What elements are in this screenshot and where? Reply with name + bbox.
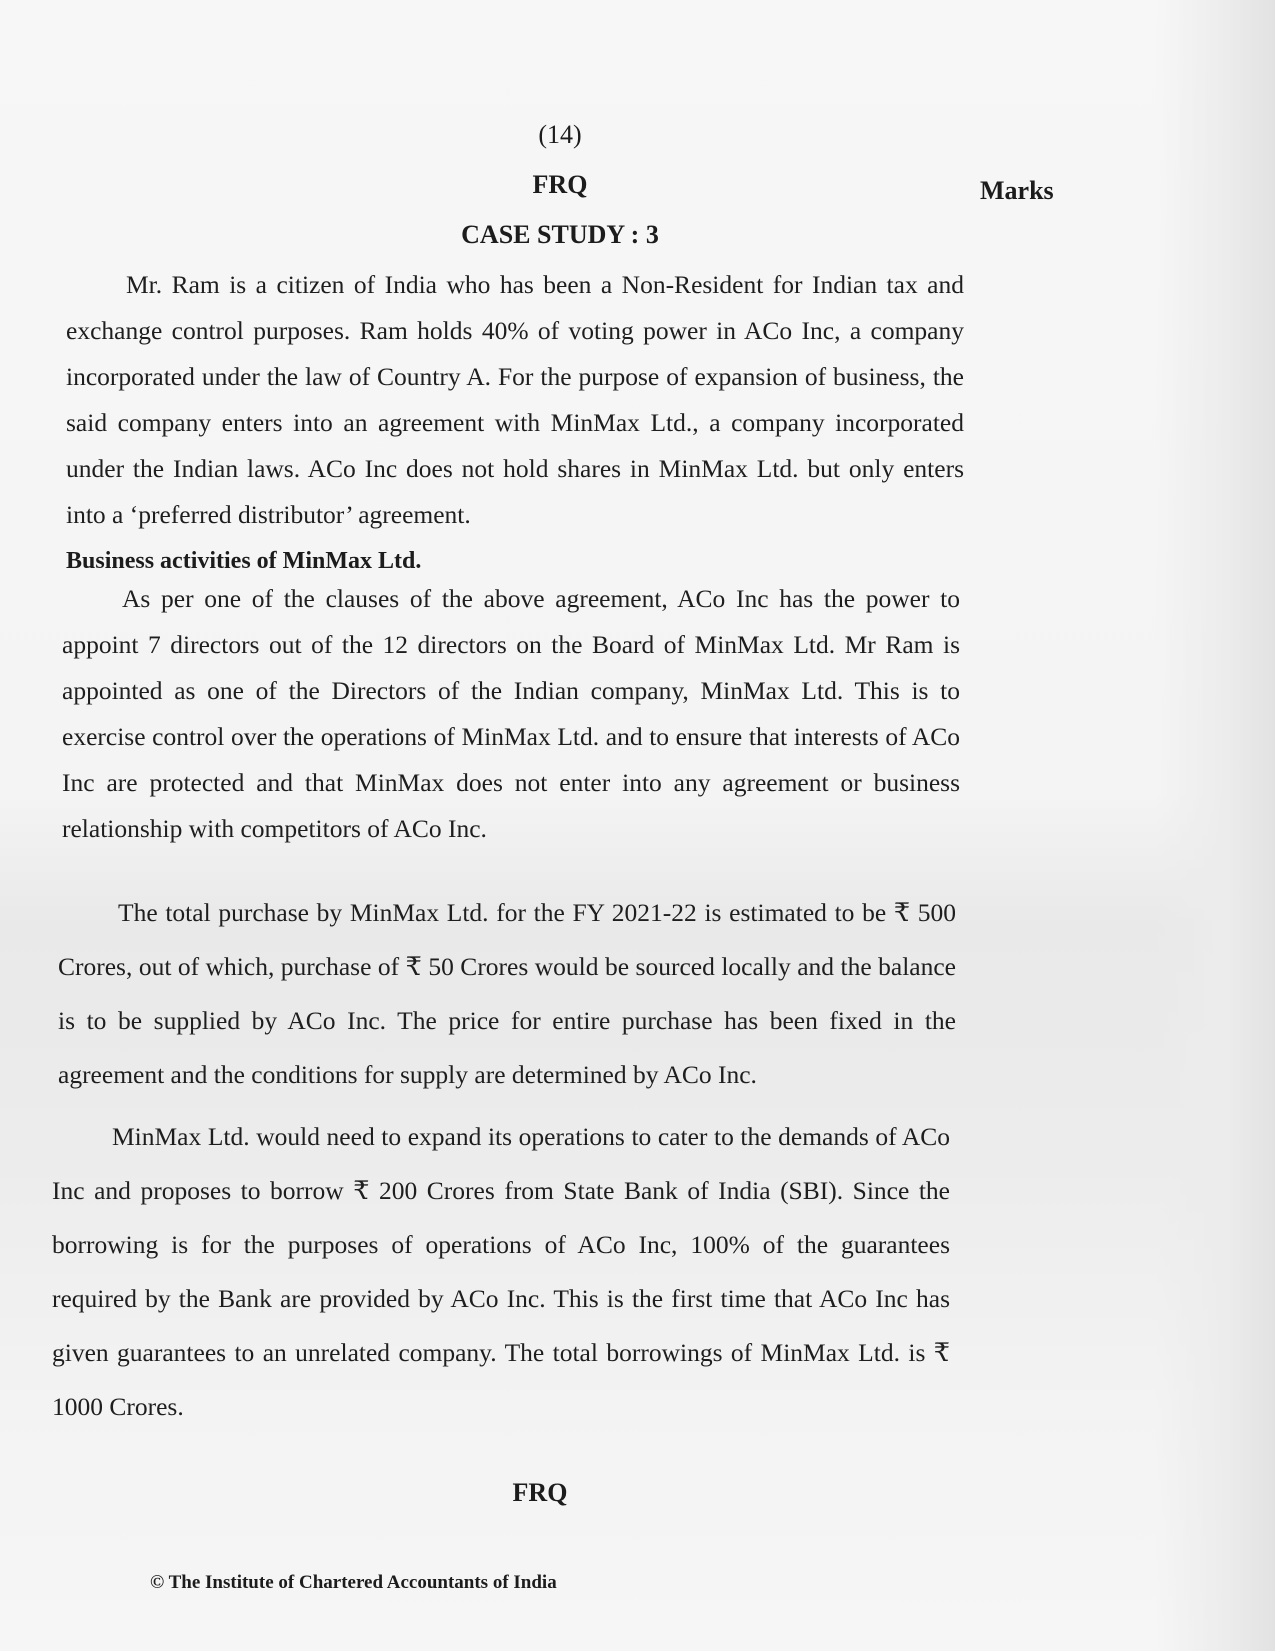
marks-label: Marks bbox=[980, 176, 1054, 205]
section-label-bottom: FRQ bbox=[512, 1478, 568, 1507]
case-study-title: CASE STUDY : 3 bbox=[461, 220, 659, 249]
paragraph-borrowings: MinMax Ltd. would need to expand its operations to cater to the demands of ACo Inc and proposes to borrow ₹ 200 Crores from State Bank of India (SBI). Since the borrowing is for the purposes of operations of ACo Inc, 100% of the guarantees required by the Bank are provided by ACo Inc. This is the first time that ACo Inc has given guarantees to an unrelated company. The total borrowings of MinMax Ltd. is ₹ 1000 Crores. bbox=[52, 1122, 950, 1421]
page-number: (14) bbox=[538, 120, 582, 149]
paragraph-purchases: The total purchase by MinMax Ltd. for the FY 2021-22 is estimated to be ₹ 500 Crores, out of which, purchase of ₹ 50 Crores would be sourced locally and the balance is to be supplied by ACo Inc. The price for entire purchase has been fixed in the agreement and the conditions for supply are determined by ACo Inc. bbox=[58, 898, 956, 1089]
section-heading: Business activities of MinMax Ltd. bbox=[66, 548, 422, 574]
copyright-footer: © The Institute of Chartered Accountants of India bbox=[150, 1572, 557, 1593]
page-edge-shadow bbox=[1155, 0, 1275, 1651]
paragraph-intro: Mr. Ram is a citizen of India who has been a Non-Resident for Indian tax and exchange control purposes. Ram holds 40% of voting power in ACo Inc, a company incorporated under the law of Country A. For the purpose of expansion of business, the said company enters into an agreement with MinMax Ltd., a company incorporated under the Indian laws. ACo Inc does not hold shares in MinMax Ltd. but only enters into a ‘preferred distributor’ agreement. bbox=[66, 270, 964, 529]
section-label-top: FRQ bbox=[532, 170, 588, 199]
paragraph-business-activities: As per one of the clauses of the above agreement, ACo Inc has the power to appoint 7 directors out of the 12 directors on the Board of MinMax Ltd. Mr Ram is appointed as one of the Directors of the Indian company, MinMax Ltd. This is to exercise control over the operations of MinMax Ltd. and to ensure that interests of ACo Inc are protected and that MinMax does not enter into any agreement or business relationship with competitors of ACo Inc. bbox=[62, 584, 960, 843]
